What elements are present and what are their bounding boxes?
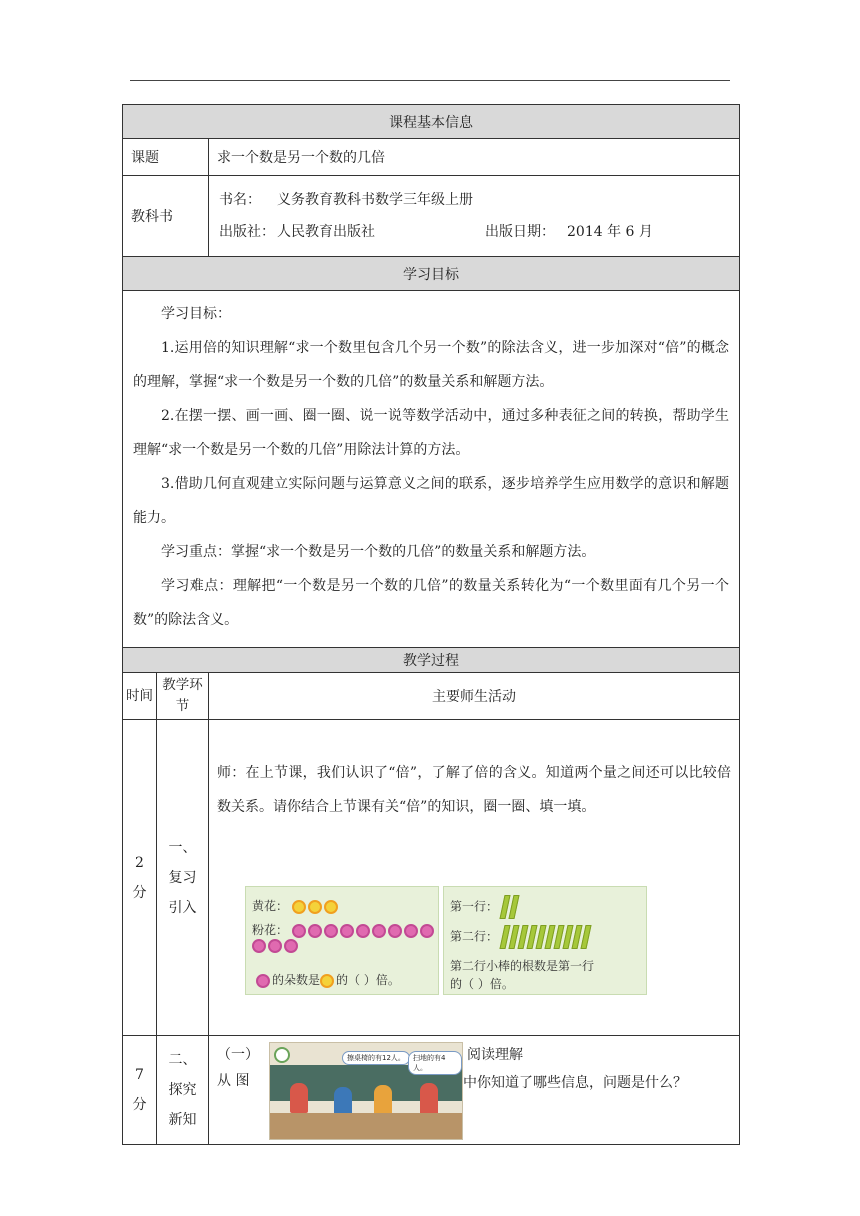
key-point: 学习重点：掌握“求一个数是另一个数的几倍”的数量关系和解题方法。 — [161, 544, 596, 560]
sticks-row2-label: 第二行： — [450, 929, 499, 944]
difficulty: 学习难点：理解把“一个数是另一个数的几倍”的数量关系转化为“一个数里面有几个另一个数”的除法含义。 — [133, 578, 730, 628]
col-time-header: 时间 — [123, 673, 157, 720]
student-figure — [290, 1083, 308, 1113]
line2-start: 从 图 — [217, 1073, 250, 1089]
flower-question-end: 的（ ）倍。 — [336, 973, 400, 987]
flower-question-text: 的朵数是 — [272, 973, 321, 987]
pink-flower-icon — [284, 939, 298, 953]
flower-figure — [245, 886, 439, 995]
pink-flower-icon — [292, 924, 306, 938]
sticks-row1-label: 第一行： — [450, 899, 499, 914]
goals-heading: 学习目标： — [161, 306, 231, 322]
pink-flower-icon — [340, 924, 354, 938]
classroom-illustration — [269, 1042, 463, 1140]
yellow-flower-icon — [308, 900, 322, 914]
yellow-flower-icon — [292, 900, 306, 914]
row1-stage: 一、 复习 引入 — [157, 720, 209, 1036]
speech-bubble-2: 扫地的有4人。 — [408, 1051, 462, 1075]
sticks-row2 — [502, 930, 592, 944]
pink-flower-icon — [252, 939, 266, 953]
lesson-plan-table — [122, 104, 740, 1145]
pink-flower-icon — [404, 924, 418, 938]
pink-flower-icon — [308, 924, 322, 938]
goals-header: 学习目标 — [123, 257, 740, 291]
publisher-label: 出版社： — [219, 224, 275, 240]
student-figure — [334, 1087, 352, 1115]
sticks-figure — [443, 886, 647, 995]
desks — [270, 1113, 462, 1139]
pink-flower-icon — [356, 924, 370, 938]
col-activity-header: 主要师生活动 — [209, 673, 740, 720]
yellow-flower-icon — [320, 974, 334, 988]
goals-body — [123, 291, 740, 648]
part-title: 阅读理解 — [467, 1047, 523, 1063]
row1-activity-text: 师：在上节课，我们认识了“倍”，了解了倍的含义。知道两个量之间还可以比较倍数关系。请你结合上节课有关“倍”的知识，圈一圈、填一填。 — [217, 765, 732, 815]
book-name-label: 书名： — [219, 192, 261, 208]
book-name-value: 义务教育教科书数学三年级上册 — [277, 192, 473, 208]
yellow-flower-row — [292, 899, 340, 913]
yellow-flower-icon — [324, 900, 338, 914]
topic-label: 课题 — [123, 139, 209, 176]
process-header: 教学过程 — [123, 648, 740, 673]
speech-bubble-1: 擦桌椅的有12人。 — [342, 1051, 410, 1065]
pink-flower-icon — [420, 924, 434, 938]
sticks-question-line1: 第二行小棒的根数是第一行 — [450, 959, 595, 973]
textbook-details — [209, 176, 740, 257]
pub-date-label: 出版日期： — [485, 224, 555, 240]
pink-flower-icon — [268, 939, 282, 953]
pink-flower-icon — [256, 974, 270, 988]
pink-flower-label: 粉花： — [252, 923, 289, 937]
part-label: （一） — [217, 1047, 259, 1063]
col-stage-header: 教学环节 — [157, 673, 209, 720]
clock-icon — [274, 1047, 290, 1063]
publisher-value: 人民教育出版社 — [277, 224, 375, 240]
course-info-header: 课程基本信息 — [123, 105, 740, 139]
row2-stage: 二、 探究 新知 — [157, 1036, 209, 1145]
goal-item-1: 1.运用倍的知识理解“求一个数里包含几个另一个数”的除法含义，进一步加深对“倍”的概念的理解，掌握“求一个数是另一个数的几倍”的数量关系和解题方法。 — [133, 340, 730, 390]
sticks-row1 — [502, 900, 520, 914]
student-figure — [374, 1085, 392, 1115]
goal-item-2: 2.在摆一摆、画一画、圈一圈、说一说等数学活动中，通过多种表征之间的转换，帮助学生理解“求一个数是另一个数的几倍”用除法计算的方法。 — [133, 408, 730, 458]
row2-activity — [209, 1036, 740, 1145]
row2-time: 7 分 — [123, 1036, 157, 1145]
row1-time: 2 分 — [123, 720, 157, 1036]
pink-flower-icon — [388, 924, 402, 938]
pub-date-value: 2014 年 6 月 — [567, 224, 653, 240]
student-figure — [420, 1083, 438, 1115]
pink-flower-icon — [324, 924, 338, 938]
stick-icon — [580, 925, 591, 949]
stick-icon — [508, 895, 519, 919]
sticks-question-line2: 的（ ）倍。 — [450, 977, 514, 991]
pink-flower-icon — [372, 924, 386, 938]
textbook-label: 教科书 — [123, 176, 209, 257]
topic-value: 求一个数是另一个数的几倍 — [209, 139, 740, 176]
line2-end: 中你知道了哪些信息，问题是什么？ — [463, 1075, 687, 1091]
row1-activity — [209, 720, 740, 1036]
header-rule — [130, 80, 730, 81]
goal-item-3: 3.借助几何直观建立实际问题与运算意义之间的联系，逐步培养学生应用数学的意识和解题能力。 — [133, 476, 730, 526]
yellow-flower-label: 黄花： — [252, 899, 289, 913]
